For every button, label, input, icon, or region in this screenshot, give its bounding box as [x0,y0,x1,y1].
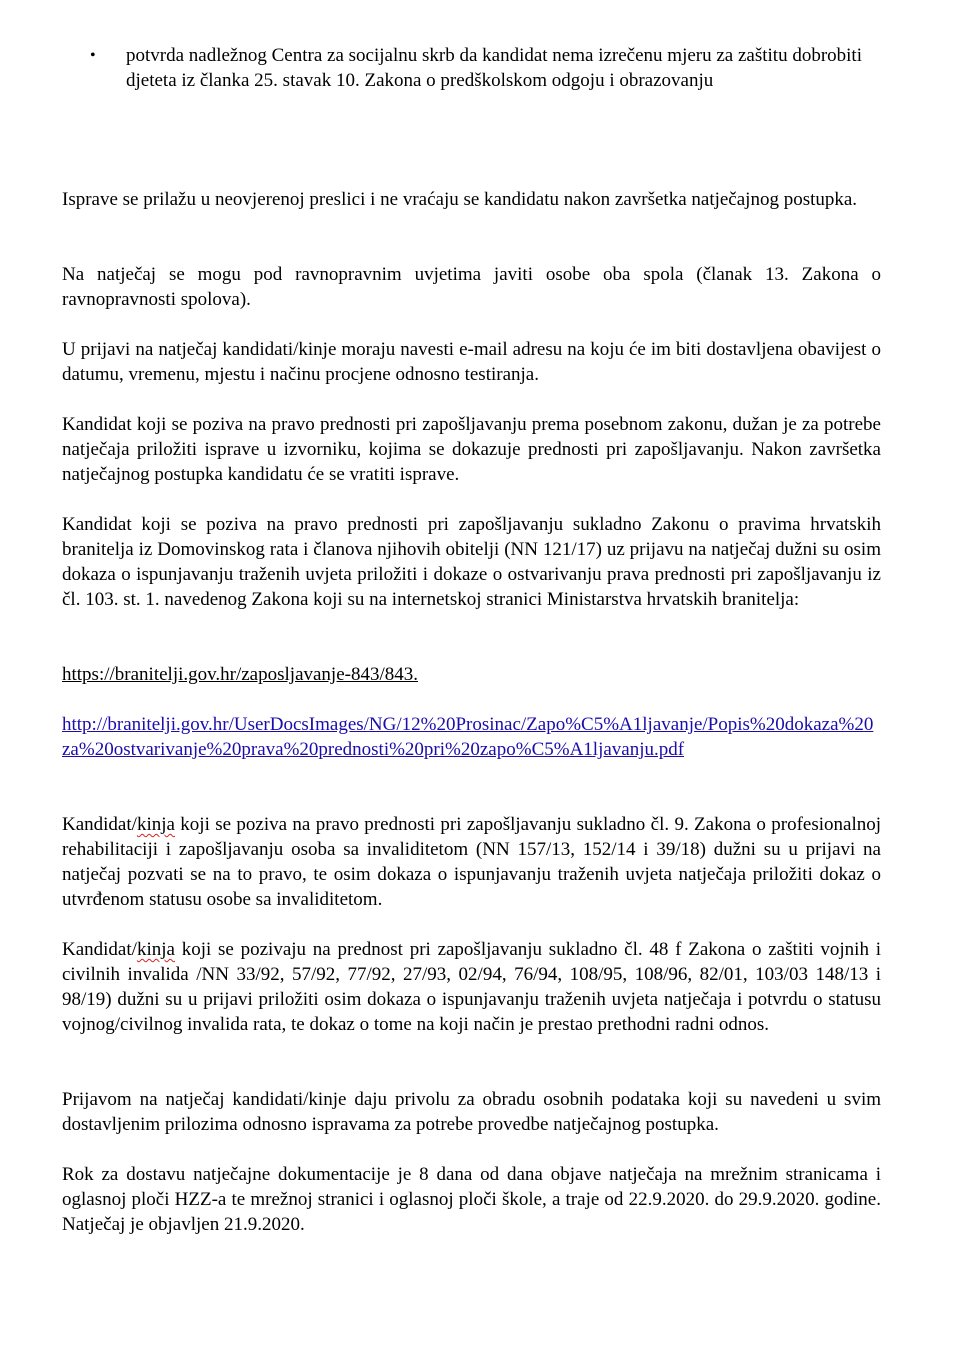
paragraph-invaliditet [62,812,881,912]
link-paragraph-2 [62,712,881,762]
p9-prefix: Kandidat/ [62,939,137,960]
paragraph-branitelji: Kandidat koji se poziva na pravo prednosti pri zapošljavanju sukladno Zakonu o pravima hrvatskih branitelja iz Domovinskog rata i članova njihovih obitelji (NN 121/17) uz prijavu na natječaj dužni su osim dokaza o ispunjavanju traženih uvjeta priložiti i dokaze o ostvarivanju prava prednosti pri zapošljavanju iz čl. 103. st. 1. navedenog Zakona koji su na internetskoj stranici Ministarstva hrvatskih branitelja: [62,514,881,610]
paragraph-ravnopravnost: Na natječaj se mogu pod ravnopravnim uvjetima javiti osobe oba spola (članak 13. Zakona o ravnopravnosti spolova). [62,264,881,310]
paragraph-isprave: Isprave se prilažu u neovjerenoj preslici i ne vraćaju se kandidatu nakon završetka natječajnog postupka. [62,189,858,210]
popis-dokaza-link[interactable]: http://branitelji.gov.hr/UserDocsImages/NG/12%20Prosinac/Zapo%C5%A1ljavanje/Popis%20dokaza%20za%20ostvarivanje%20prava%20prednosti%20pri%20zapo%C5%A1ljavanju.pdf [62,714,874,760]
spellcheck-word: kinja [136,814,175,835]
branitelji-link[interactable]: https://branitelji.gov.hr/zaposljavanje-843/843. [62,664,418,685]
paragraph-invalidi-rata [62,937,881,1037]
paragraph-pravo-prednosti: Kandidat koji se poziva na pravo prednosti pri zapošljavanju prema posebnom zakonu, dužan je za potrebe natječaja priložiti isprave u izvorniku, kojima se dokazuje prednosti pri zapošljavanju. Nakon završetka natječajnog postupka kandidatu će se vratiti isprave. [62,414,881,485]
bullet-text: potvrda nadležnog Centra za socijalnu skrb da kandidat nema izrečenu mjeru za zaštitu dobrobiti djeteta iz članka 25. stavak 10. Zakona o predškolskom odgoju i obrazovanju [126,45,862,91]
bullet-icon: • [90,47,96,64]
link-paragraph-1 [62,662,881,687]
paragraph-privola: Prijavom na natječaj kandidati/kinje daju privolu za obradu osobnih podataka koji su navedeni u svim dostavljenim prilozima odnosno ispravama za potrebe provedbe natječajnog postupka. [62,1089,881,1135]
spellcheck-word: kinja [136,939,175,960]
p8-prefix: Kandidat/ [62,814,137,835]
paragraph-email: U prijavi na natječaj kandidati/kinje moraju navesti e-mail adresu na koju će im biti dostavljena obavijest o datumu, vremenu, mjestu i načinu procjene odnosno testiranja. [62,339,881,385]
p9-rest: koji se pozivaju na prednost pri zapošljavanju sukladno čl. 48 f Zakona o zaštiti vojnih i civilnih invalida /NN 33/92, 57/92, 77/92, 27/93, 02/94, 76/94, 108/95, 108/96, 82/01, 103/03 148/13 i 98/19) dužni su u prijavi priložiti osim dokaza o ispunjavanju traženih uvjeta natječaja i potvrdu o statusu vojnog/civilnog invalida rata, te dokaz o tome na koji način je prestao prethodni radni odnos. [62,939,881,1035]
paragraph-rok: Rok za dostavu natječajne dokumentacije je 8 dana od dana objave natječaja na mrežnim stranicama i oglasnoj ploči HZZ-a te mrežnoj stranici i oglasnoj ploči škole, a traje od 22.9.2020. do 29.9.2020. godine. Natječaj je objavljen 21.9.2020. [62,1164,881,1235]
p8-rest: koji se poziva na pravo prednosti pri zapošljavanju sukladno čl. 9. Zakona o profesionalnoj rehabilitaciji i zapošljavanju osoba sa invaliditetom (NN 157/13, 152/14 i 39/18) dužni su u prijavi na natječaj pozvati se na to pravo, te osim dokaza o ispunjavanju traženih uvjeta natječaja priložiti dokaz o utvrđenom statusu osobe sa invaliditetom. [62,814,881,910]
